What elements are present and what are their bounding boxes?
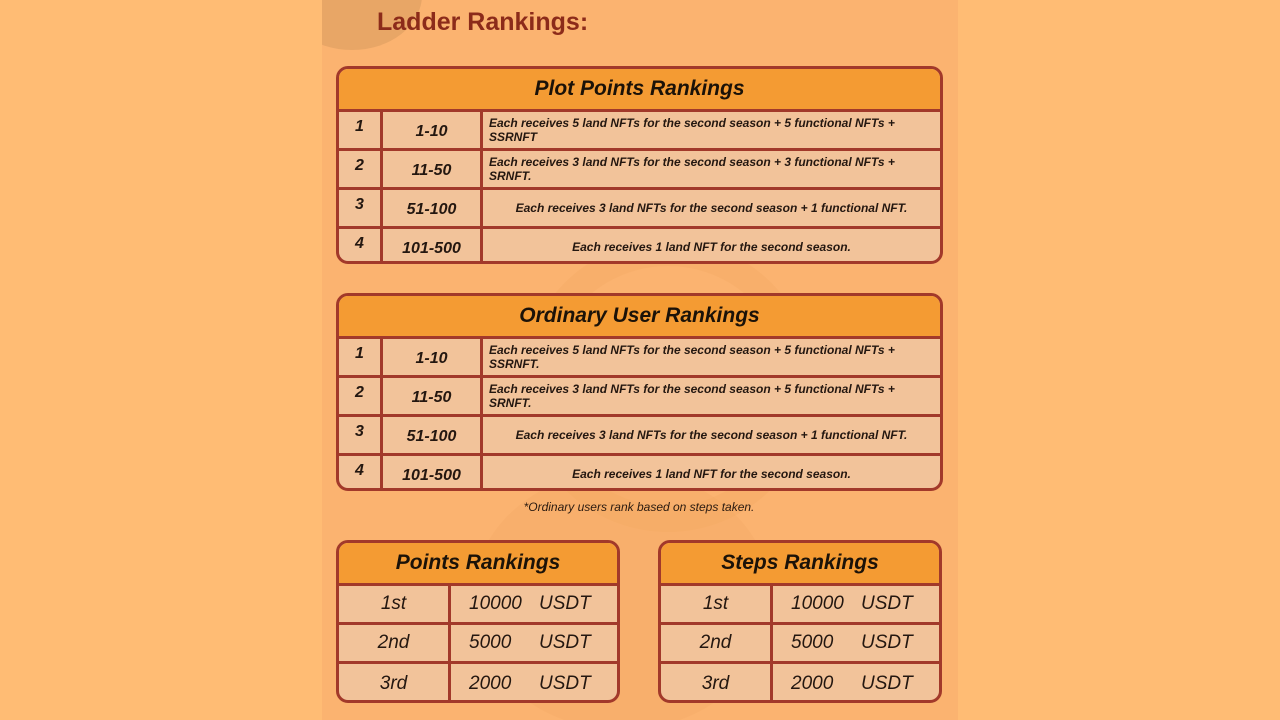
place-label: 3rd	[339, 664, 451, 703]
footnote: *Ordinary users rank based on steps taken.	[523, 500, 755, 514]
rank-reward: Each receives 3 land NFTs for the second season + 3 functional NFTs + SRNFT.	[489, 155, 895, 183]
rank-range: 51-100	[383, 417, 483, 453]
table-row	[661, 586, 939, 625]
rank-reward: Each receives 3 land NFTs for the second season + 1 functional NFT.	[515, 201, 908, 215]
rank-number: 2	[339, 151, 383, 187]
prize-value: 2000	[791, 672, 834, 694]
rank-range: 11-50	[383, 378, 483, 414]
rank-range: 11-50	[383, 151, 483, 187]
table-row	[339, 151, 940, 190]
prize-unit: USDT	[539, 672, 591, 694]
ordinary-user-rankings-title: Ordinary User Rankings	[339, 296, 940, 339]
table-row	[339, 417, 940, 456]
place-label: 1st	[339, 586, 451, 622]
table-row	[661, 625, 939, 664]
prize-unit: USDT	[539, 593, 591, 614]
table-row	[339, 112, 940, 151]
rank-reward: Each receives 3 land NFTs for the second season + 1 functional NFT.	[515, 428, 908, 442]
rank-number: 3	[339, 417, 383, 453]
place-label: 1st	[661, 586, 773, 622]
rank-number: 1	[339, 339, 383, 375]
prize-value: 10000	[791, 593, 844, 614]
prize-unit: USDT	[861, 672, 913, 694]
prize-amount	[451, 625, 617, 661]
rank-range: 101-500	[383, 456, 483, 491]
plot-points-rankings-table	[336, 66, 943, 264]
rank-range: 101-500	[383, 229, 483, 264]
prize-value: 5000	[791, 632, 834, 653]
table-row	[339, 229, 940, 264]
place-label: 2nd	[661, 625, 773, 661]
points-rankings-table	[336, 540, 620, 703]
rank-reward: Each receives 1 land NFT for the second season.	[572, 240, 851, 254]
rank-number: 1	[339, 112, 383, 148]
prize-unit: USDT	[861, 632, 913, 653]
ordinary-user-rankings-table	[336, 293, 943, 491]
steps-rankings-table	[658, 540, 942, 703]
page-title: Ladder Rankings:	[377, 8, 589, 36]
rank-number: 3	[339, 190, 383, 226]
place-label: 2nd	[339, 625, 451, 661]
place-label: 3rd	[661, 664, 773, 703]
prize-value: 2000	[469, 672, 512, 694]
prize-amount	[451, 664, 617, 703]
rank-number: 2	[339, 378, 383, 414]
table-row	[661, 664, 939, 703]
prize-amount	[773, 664, 939, 703]
points-rankings-title: Points Rankings	[339, 543, 617, 586]
rank-reward: Each receives 5 land NFTs for the second season + 5 functional NFTs + SSRNFT	[489, 116, 895, 144]
steps-rankings-title: Steps Rankings	[661, 543, 939, 586]
table-row	[339, 190, 940, 229]
table-row	[339, 378, 940, 417]
table-row	[339, 664, 617, 703]
table-row	[339, 586, 617, 625]
rank-reward: Each receives 5 land NFTs for the second season + 5 functional NFTs + SSRNFT.	[489, 343, 895, 371]
table-row	[339, 339, 940, 378]
prize-unit: USDT	[861, 593, 913, 614]
prize-unit: USDT	[539, 632, 591, 653]
prize-amount	[773, 625, 939, 661]
rank-reward: Each receives 3 land NFTs for the second season + 5 functional NFTs + SRNFT.	[489, 382, 895, 410]
plot-points-rankings-title: Plot Points Rankings	[339, 69, 940, 112]
rank-number: 4	[339, 456, 383, 491]
table-row	[339, 625, 617, 664]
rank-reward: Each receives 1 land NFT for the second season.	[572, 467, 851, 481]
prize-amount	[773, 586, 939, 622]
rank-range: 1-10	[383, 112, 483, 148]
rank-range: 1-10	[383, 339, 483, 375]
rank-number: 4	[339, 229, 383, 264]
rank-range: 51-100	[383, 190, 483, 226]
prize-value: 5000	[469, 632, 512, 653]
table-row	[339, 456, 940, 491]
prize-value: 10000	[469, 593, 522, 614]
prize-amount	[451, 586, 617, 622]
